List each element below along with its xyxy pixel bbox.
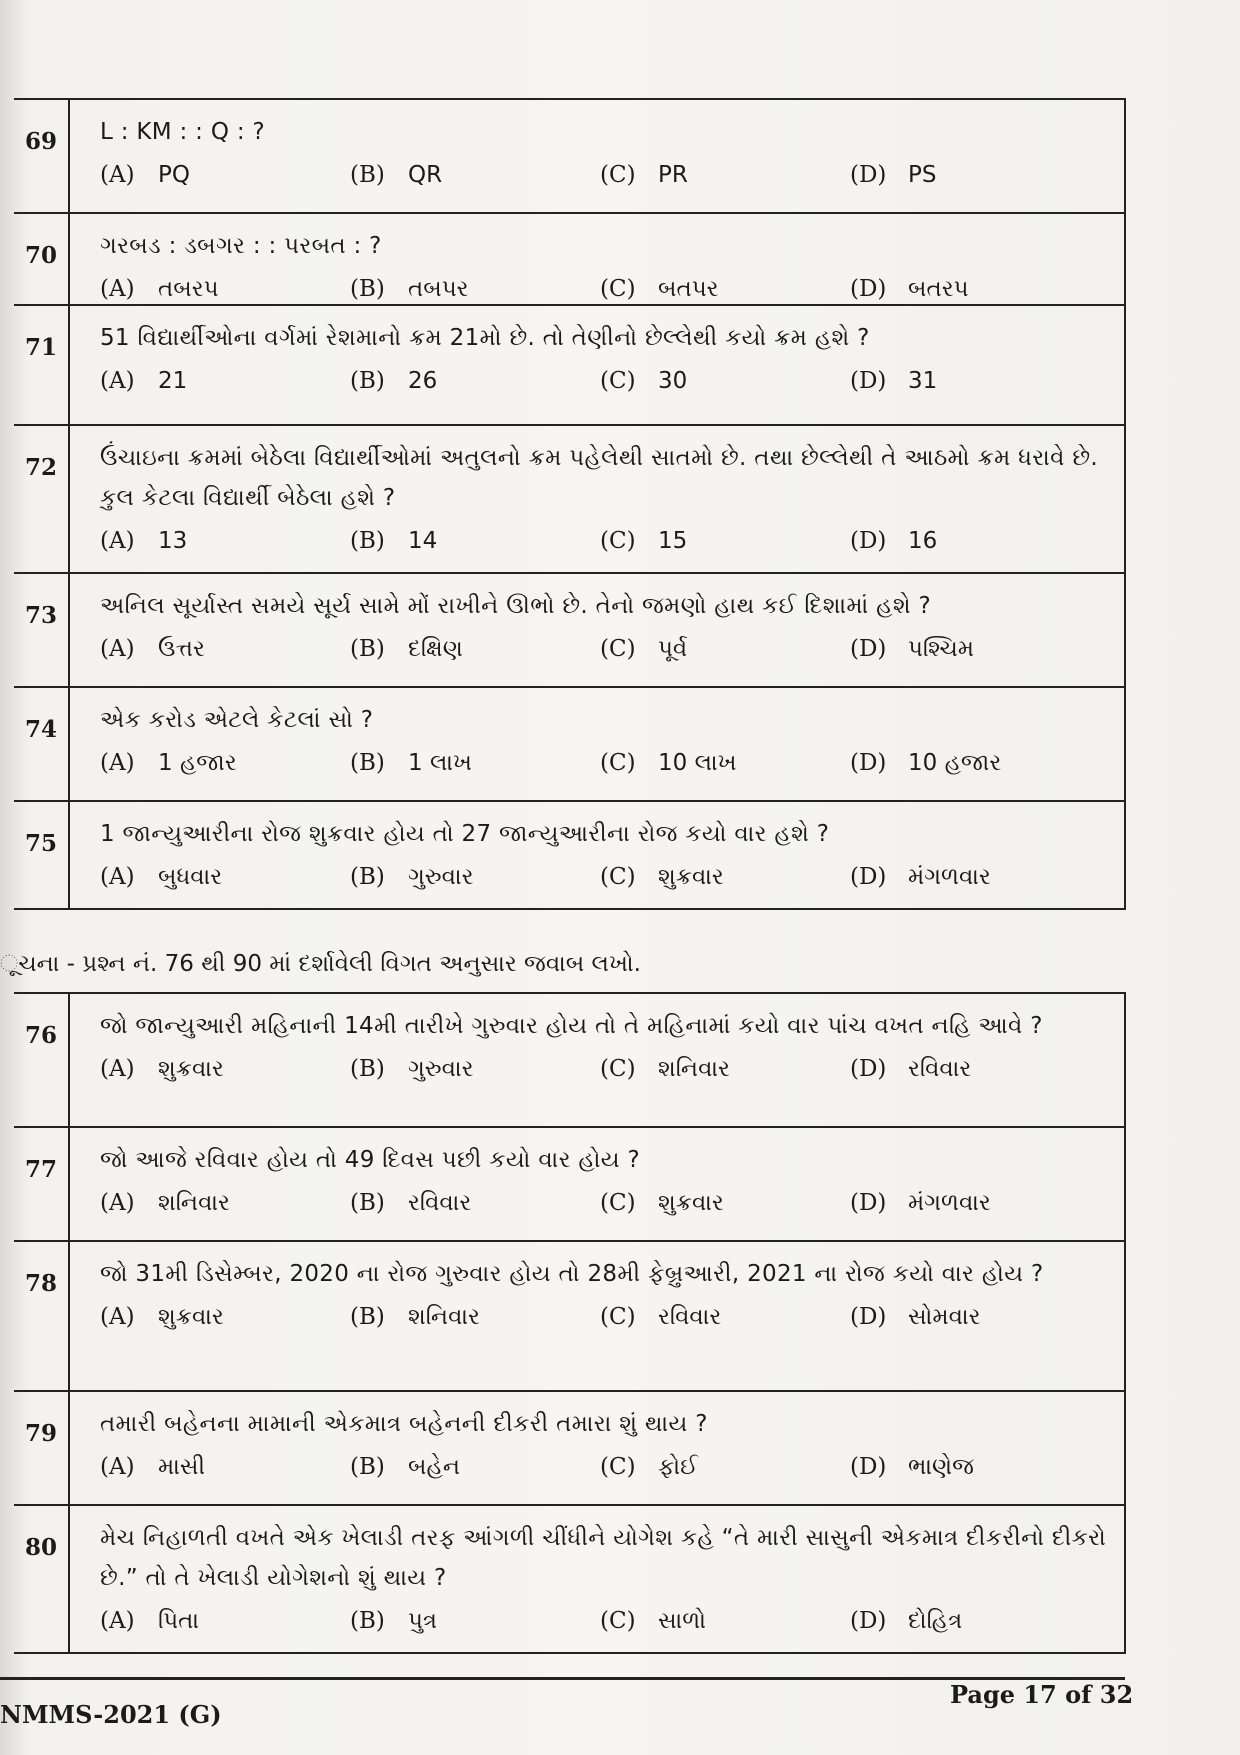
answer-option — [350, 630, 600, 668]
question-text: 1 જાન્યુઆરીના રોજ શુક્રવાર હોય તો 27 જાન્યુઆરીના રોજ કયો વાર હશે ? — [100, 821, 830, 847]
question-row — [14, 574, 1124, 688]
answer-option — [850, 858, 1110, 896]
option-value: 13 — [158, 528, 188, 554]
answer-option — [350, 1050, 600, 1088]
answer-options — [100, 1050, 1110, 1088]
answer-option — [350, 362, 600, 400]
answer-option — [100, 630, 350, 668]
option-value: ગુરુવાર — [408, 864, 474, 890]
option-label: (A) — [100, 276, 135, 302]
option-value: દક્ષિણ — [408, 636, 463, 662]
option-value: માસી — [158, 1454, 206, 1480]
answer-option — [850, 156, 1110, 194]
option-value: 21 — [158, 368, 188, 394]
option-label: (C) — [600, 864, 636, 890]
question-table-bottom — [14, 992, 1126, 1654]
option-value: 1 લાખ — [408, 750, 472, 776]
option-value: બતરપ — [908, 276, 969, 302]
option-value: તબરપ — [158, 276, 219, 302]
option-label: (A) — [100, 368, 135, 394]
option-label: (A) — [100, 750, 135, 776]
answer-option — [850, 1050, 1110, 1088]
option-label: (C) — [600, 1304, 636, 1330]
answer-option — [100, 522, 350, 560]
answer-option — [100, 156, 350, 194]
answer-option — [600, 362, 850, 400]
option-value: પશ્ચિમ — [908, 636, 974, 662]
question-number: 76 — [14, 994, 70, 1126]
question-row — [14, 994, 1124, 1128]
option-label: (A) — [100, 1454, 135, 1480]
question-number: 78 — [14, 1242, 70, 1390]
answer-option — [100, 362, 350, 400]
instruction-notice: ૂચના - પ્રશ્ન નં. 76 થી 90 માં દર્શાવેલી વિગત અનુસાર જવાબ લખો. — [0, 951, 641, 977]
option-value: PQ — [158, 162, 190, 188]
option-value: દોહિત્ર — [908, 1608, 963, 1634]
option-label: (D) — [850, 750, 887, 776]
option-value: PS — [908, 162, 937, 188]
option-label: (C) — [600, 1608, 636, 1634]
option-value: 30 — [658, 368, 688, 394]
question-text: L : KM : : Q : ? — [100, 119, 266, 145]
answer-option — [850, 1184, 1110, 1222]
answer-option — [600, 1184, 850, 1222]
option-value: 15 — [658, 528, 688, 554]
option-value: મંગળવાર — [908, 1190, 991, 1216]
question-number: 74 — [14, 688, 70, 800]
question-body — [70, 1128, 1126, 1240]
answer-option — [600, 858, 850, 896]
option-label: (B) — [350, 528, 385, 554]
option-label: (D) — [850, 1056, 887, 1082]
option-value: શનિવાર — [408, 1304, 480, 1330]
answer-option — [600, 270, 850, 308]
option-label: (D) — [850, 636, 887, 662]
answer-option — [350, 156, 600, 194]
question-text: જો 31મી ડિસેમ્બર, 2020 ના રોજ ગુરુવાર હોય તો 28મી ફેબ્રુઆરી, 2021 ના રોજ કયો વાર હોય ? — [100, 1261, 1044, 1287]
option-label: (B) — [350, 750, 385, 776]
question-row — [14, 1242, 1124, 1392]
answer-option — [600, 522, 850, 560]
answer-option — [100, 1184, 350, 1222]
option-value: શનિવાર — [658, 1056, 730, 1082]
answer-options — [100, 1448, 1110, 1486]
option-label: (B) — [350, 368, 385, 394]
question-number: 69 — [14, 100, 70, 212]
option-label: (B) — [350, 162, 385, 188]
answer-option — [850, 1298, 1110, 1336]
question-body — [70, 1506, 1126, 1652]
question-number: 80 — [14, 1506, 70, 1652]
question-number: 73 — [14, 574, 70, 686]
answer-option — [100, 1448, 350, 1486]
option-label: (D) — [850, 1304, 887, 1330]
option-value: શુક્રવાર — [658, 864, 724, 890]
question-table-top — [14, 98, 1126, 910]
answer-options — [100, 270, 1110, 308]
option-value: 10 હજાર — [908, 750, 1002, 776]
answer-option — [350, 1298, 600, 1336]
option-label: (D) — [850, 1608, 887, 1634]
option-label: (C) — [600, 636, 636, 662]
question-body — [70, 994, 1126, 1126]
question-number: 70 — [14, 214, 70, 304]
option-label: (B) — [350, 864, 385, 890]
option-label: (A) — [100, 528, 135, 554]
answer-option — [850, 744, 1110, 782]
option-label: (A) — [100, 1056, 135, 1082]
option-label: (C) — [600, 1056, 636, 1082]
option-label: (C) — [600, 1190, 636, 1216]
option-value: બહેન — [408, 1454, 460, 1480]
option-value: 10 લાખ — [658, 750, 737, 776]
option-label: (C) — [600, 528, 636, 554]
answer-option — [600, 630, 850, 668]
option-value: ઉત્તર — [158, 636, 205, 662]
answer-option — [600, 1602, 850, 1640]
exam-code: NMMS-2021 (G) — [0, 1700, 222, 1729]
answer-options — [100, 1298, 1110, 1336]
option-value: 1 હજાર — [158, 750, 237, 776]
question-body — [70, 100, 1126, 212]
option-label: (B) — [350, 276, 385, 302]
option-value: ભાણેજ — [908, 1454, 974, 1480]
option-label: (A) — [100, 1608, 135, 1634]
option-label: (B) — [350, 1190, 385, 1216]
option-value: શુક્રવાર — [158, 1304, 224, 1330]
option-value: ગુરુવાર — [408, 1056, 474, 1082]
option-label: (D) — [850, 368, 887, 394]
question-row — [14, 306, 1124, 426]
answer-option — [350, 270, 600, 308]
answer-options — [100, 744, 1110, 782]
question-row — [14, 1128, 1124, 1242]
answer-options — [100, 858, 1110, 896]
answer-option — [350, 1184, 600, 1222]
question-body — [70, 1392, 1126, 1504]
option-value: QR — [408, 162, 443, 188]
page-number: Page 17 of 32 — [950, 1680, 1134, 1709]
question-body — [70, 306, 1126, 424]
question-row — [14, 688, 1124, 802]
answer-option — [600, 156, 850, 194]
option-label: (D) — [850, 1454, 887, 1480]
option-label: (A) — [100, 864, 135, 890]
question-text: અનિલ સૂર્યાસ્ત સમયે સૂર્ય સામે મોં રાખીને ઊભો છે. તેનો જમણો હાથ કઈ દિશામાં હશે ? — [100, 593, 931, 619]
question-row — [14, 1506, 1124, 1654]
answer-options — [100, 522, 1110, 560]
option-value: 26 — [408, 368, 438, 394]
option-value: બતપર — [658, 276, 719, 302]
question-body — [70, 688, 1126, 800]
option-value: મંગળવાર — [908, 864, 991, 890]
question-number: 75 — [14, 802, 70, 908]
answer-option — [850, 1602, 1110, 1640]
question-row — [14, 426, 1124, 574]
option-label: (B) — [350, 1304, 385, 1330]
answer-options — [100, 1602, 1110, 1640]
answer-options — [100, 362, 1110, 400]
question-row — [14, 1392, 1124, 1506]
question-number: 72 — [14, 426, 70, 572]
question-text: 51 વિદ્યાર્થીઓના વર્ગમાં રેશમાનો ક્રમ 21મો છે. તો તેણીનો છેલ્લેથી કયો ક્રમ હશે ? — [100, 325, 870, 351]
question-text: એક કરોડ એટલે કેટલાં સો ? — [100, 707, 374, 733]
option-label: (A) — [100, 636, 135, 662]
option-label: (B) — [350, 1056, 385, 1082]
question-text: તમારી બહેનના મામાની એકમાત્ર બહેનની દીકરી તમારા શું થાય ? — [100, 1411, 708, 1437]
answer-option — [850, 1448, 1110, 1486]
option-label: (D) — [850, 162, 887, 188]
answer-option — [100, 744, 350, 782]
question-number: 71 — [14, 306, 70, 424]
answer-option — [350, 744, 600, 782]
question-text: ઉંચાઇના ક્રમમાં બેઠેલા વિદ્યાર્થીઓમાં અતુલનો ક્રમ પહેલેથી સાતમો છે. તથા છેલ્લેથી તે આઠમો ક્રમ ધરાવે છે. કુલ કેટલા વિદ્યાર્થી બેઠેલા હશે ? — [100, 445, 1099, 511]
option-value: બુધવાર — [158, 864, 223, 890]
question-body — [70, 426, 1126, 572]
question-row — [14, 100, 1124, 214]
answer-option — [350, 1448, 600, 1486]
option-value: પિતા — [158, 1608, 200, 1634]
option-value: 14 — [408, 528, 438, 554]
option-label: (B) — [350, 1608, 385, 1634]
question-body — [70, 1242, 1126, 1390]
answer-option — [100, 1602, 350, 1640]
option-label: (A) — [100, 1304, 135, 1330]
question-body — [70, 574, 1126, 686]
question-row — [14, 802, 1124, 910]
option-label: (A) — [100, 1190, 135, 1216]
option-value: શુક્રવાર — [658, 1190, 724, 1216]
question-number: 77 — [14, 1128, 70, 1240]
option-value: શનિવાર — [158, 1190, 230, 1216]
answer-option — [600, 744, 850, 782]
option-label: (A) — [100, 162, 135, 188]
question-text: મેચ નિહાળતી વખતે એક ખેલાડી તરફ આંગળી ચીંધીને યોગેશ કહે “તે મારી સાસુની એકમાત્ર દીકરીનો દીકરો છે.” તો તે ખેલાડી યોગેશનો શું થાય ? — [100, 1525, 1107, 1591]
answer-option — [850, 362, 1110, 400]
answer-option — [100, 858, 350, 896]
answer-option — [850, 270, 1110, 308]
option-value: PR — [658, 162, 688, 188]
option-value: સોમવાર — [908, 1304, 981, 1330]
question-text: જો જાન્યુઆરી મહિનાની 14મી તારીખે ગુરુવાર હોય તો તે મહિનામાં કયો વાર પાંચ વખત નહિ આવે ? — [100, 1013, 1043, 1039]
option-value: સાળો — [658, 1608, 706, 1634]
option-label: (C) — [600, 162, 636, 188]
option-label: (C) — [600, 1454, 636, 1480]
question-body — [70, 214, 1126, 304]
answer-option — [350, 1602, 600, 1640]
question-body — [70, 802, 1126, 908]
option-label: (D) — [850, 276, 887, 302]
option-value: 16 — [908, 528, 938, 554]
answer-options — [100, 156, 1110, 194]
answer-options — [100, 1184, 1110, 1222]
option-value: પુત્ર — [408, 1608, 438, 1634]
option-label: (D) — [850, 1190, 887, 1216]
option-value: પૂર્વ — [658, 636, 688, 662]
answer-option — [850, 522, 1110, 560]
answer-option — [100, 1050, 350, 1088]
option-value: શુક્રવાર — [158, 1056, 224, 1082]
option-label: (C) — [600, 750, 636, 776]
option-value: ફોઈ — [658, 1454, 698, 1480]
answer-option — [350, 858, 600, 896]
option-label: (D) — [850, 864, 887, 890]
option-value: રવિવાર — [908, 1056, 972, 1082]
answer-option — [100, 270, 350, 308]
answer-options — [100, 630, 1110, 668]
question-text: ગરબડ : ડબગર : : પરબત : ? — [100, 233, 382, 259]
answer-option — [850, 630, 1110, 668]
option-value: તબપર — [408, 276, 469, 302]
option-label: (B) — [350, 636, 385, 662]
answer-option — [100, 1298, 350, 1336]
answer-option — [600, 1448, 850, 1486]
option-value: રવિવાર — [658, 1304, 722, 1330]
question-row — [14, 214, 1124, 306]
option-label: (B) — [350, 1454, 385, 1480]
question-number: 79 — [14, 1392, 70, 1504]
answer-option — [600, 1298, 850, 1336]
option-label: (C) — [600, 368, 636, 394]
option-value: 31 — [908, 368, 938, 394]
answer-option — [600, 1050, 850, 1088]
question-text: જો આજે રવિવાર હોય તો 49 દિવસ પછી કયો વાર હોય ? — [100, 1147, 641, 1173]
option-label: (D) — [850, 528, 887, 554]
answer-option — [350, 522, 600, 560]
option-label: (C) — [600, 276, 636, 302]
option-value: રવિવાર — [408, 1190, 472, 1216]
